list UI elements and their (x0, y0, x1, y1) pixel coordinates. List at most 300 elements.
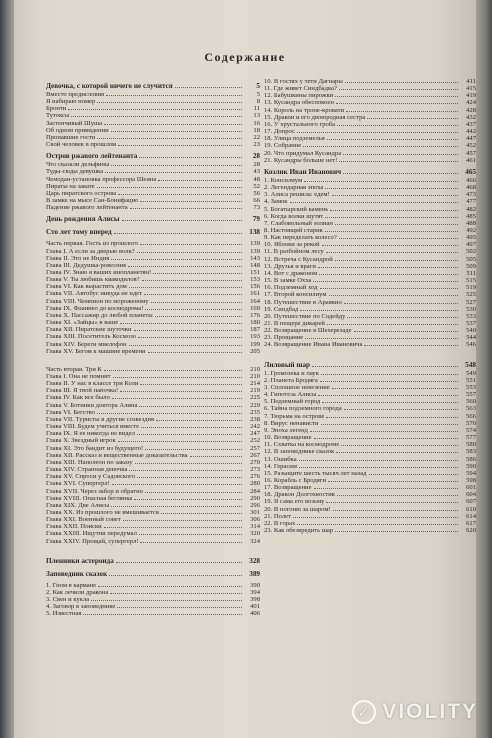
dot-leader (148, 352, 242, 353)
dot-leader (321, 424, 459, 425)
toc-entry (46, 333, 260, 340)
toc-page-number: 447 (466, 135, 476, 143)
toc-entry (264, 277, 476, 284)
toc-entry-title: Пропавшие гости (46, 133, 96, 141)
dot-leader (326, 417, 458, 418)
toc-entry (264, 241, 476, 248)
dot-leader (97, 102, 242, 103)
toc-entry-title: 11. Схватка на космодроме (264, 441, 340, 449)
toc-entry-title: 10. Яблоки за рекой (264, 241, 320, 249)
dot-leader (367, 118, 458, 119)
toc-page-number: 219 (250, 387, 260, 395)
toc-entry-title: Главa II. Это не Индия (46, 254, 110, 262)
dot-leader (83, 614, 242, 615)
dot-leader (320, 288, 458, 289)
toc-page-number: 586 (466, 455, 476, 463)
toc-page-number: 153 (250, 276, 260, 284)
dot-leader (137, 252, 242, 253)
dot-leader (120, 391, 242, 392)
toc-entry (264, 413, 476, 420)
toc-page-number: 465 (465, 167, 476, 176)
toc-entry (46, 488, 260, 495)
toc-entry-title: Главa I. А если за дверью волк? (46, 247, 135, 255)
toc-entry (46, 183, 260, 190)
dot-leader (327, 139, 458, 140)
toc-entry (46, 409, 260, 416)
toc-entry-title: 7. Тюрьма на острове (264, 412, 325, 420)
toc-page-number: 280 (250, 480, 260, 488)
toc-entry (46, 380, 260, 387)
toc-entry (46, 262, 260, 269)
toc-entry-title: Главa XIV. Странная девочка (46, 466, 128, 474)
toc-section (46, 152, 260, 161)
dot-leader (111, 131, 242, 132)
toc-entry-title: 19. Собрание (264, 142, 302, 150)
watermark (352, 700, 478, 724)
toc-entry (264, 177, 476, 184)
dot-leader (120, 323, 242, 324)
toc-page-number: 270 (250, 458, 260, 466)
dot-leader (156, 420, 242, 421)
toc-entry (264, 184, 476, 191)
toc-entry (264, 506, 476, 513)
toc-entry (46, 105, 260, 112)
toc-entry (46, 538, 260, 545)
toc-entry-title: 15. В замке Охха (264, 277, 312, 285)
toc-page-number: 28 (253, 161, 260, 169)
toc-entry (46, 204, 260, 211)
dot-leader (104, 370, 242, 371)
toc-page-number: 176 (250, 311, 260, 319)
toc-entry-title: 21. В пещере дикарей (264, 320, 325, 327)
toc-entry (46, 161, 260, 168)
toc-page-number: 583 (466, 448, 476, 456)
toc-entry-title: 11. В разбойном лесу (264, 248, 324, 256)
toc-entry-title: Свой человек в прошлом (46, 141, 117, 149)
toc-page-number: 432 (466, 113, 476, 121)
dot-leader (312, 366, 458, 367)
toc-page-number: 139 (250, 247, 260, 255)
toc-entry-title: 13. Друзья и враги (264, 262, 316, 270)
toc-column-right (264, 78, 476, 534)
dot-leader (321, 374, 458, 375)
toc-entry-title: 4. Замок (264, 198, 288, 206)
toc-entry-title: Вместо предисловия (46, 91, 105, 98)
toc-section (264, 361, 476, 370)
dot-leader (339, 238, 458, 239)
toc-page-number: 320 (250, 530, 260, 538)
toc-page-number: 16 (253, 119, 260, 127)
dot-leader (332, 195, 458, 196)
toc-entry (46, 459, 260, 466)
toc-page-number: 247 (250, 430, 260, 438)
dot-leader (299, 460, 458, 461)
toc-entry-title: Главa XXIV. Прощай, супергерл! (46, 537, 139, 545)
toc-page-number: 180 (250, 319, 260, 327)
toc-section (46, 228, 260, 237)
dot-leader (369, 474, 458, 475)
toc-entry (264, 327, 476, 334)
toc-entry (264, 377, 476, 384)
toc-entry (264, 384, 476, 391)
dot-leader (138, 337, 242, 338)
dot-leader (129, 287, 242, 288)
toc-entry-title: 19. Я сама его возьму (264, 498, 325, 506)
toc-entry (46, 141, 260, 148)
dot-leader (335, 531, 458, 532)
dot-leader (322, 402, 458, 403)
toc-entry-title: 6. Когда волки шутят (264, 212, 324, 220)
dot-leader (347, 317, 458, 318)
toc-entry (46, 394, 260, 401)
toc-page-number: 620 (466, 527, 476, 535)
watermark-text: VIOLITY (382, 700, 478, 723)
dot-leader (109, 575, 242, 576)
toc-page-number: 389 (249, 569, 260, 578)
toc-page-number: 574 (466, 426, 476, 434)
toc-page-number: 252 (250, 437, 260, 445)
toc-entry-title: 8. Настоящий старик (264, 226, 323, 234)
toc-entry-title: Чемодан-установка профессора Шеина (46, 175, 157, 183)
dot-leader (354, 331, 458, 332)
toc-entry-title: 12. Встреча с Кусандрой (264, 255, 333, 263)
toc-page-number: 66 (253, 197, 260, 205)
dot-leader (344, 303, 458, 304)
toc-entry-title: Главa VI. Бегство (46, 408, 95, 416)
toc-page-number: 23 (253, 141, 260, 149)
toc-page-number: 398 (250, 596, 260, 604)
toc-page-number: 164 (250, 297, 260, 305)
dot-leader (297, 132, 458, 133)
toc-page-number: 210 (250, 365, 260, 373)
toc-page-number: 56 (253, 189, 260, 197)
toc-entry-title: 19. Синдбад (264, 305, 299, 313)
toc-entry-title: 24. Возвращение Ивана Ивановича (264, 341, 363, 349)
toc-entry (264, 99, 476, 106)
toc-entry (46, 168, 260, 175)
toc-entry (46, 98, 260, 105)
toc-entry (46, 589, 260, 596)
toc-page-number: 306 (250, 516, 260, 524)
toc-page-number: 466 (466, 176, 476, 184)
toc-page-number: 590 (466, 462, 476, 470)
toc-entry-title: Главa IV. Как все было (46, 394, 110, 402)
toc-entry-title: 9. Как переделать колесо? (264, 234, 337, 242)
toc-entry (264, 128, 476, 135)
toc-page-number: 604 (466, 491, 476, 499)
toc-entry (264, 427, 476, 434)
toc-entry (264, 398, 476, 405)
toc-entry (46, 255, 260, 262)
toc-entry (46, 176, 260, 183)
toc-entry-title: Тутоксы (46, 112, 70, 120)
toc-page-number: 505 (466, 255, 476, 263)
toc-entry (264, 420, 476, 427)
dot-leader (134, 499, 242, 500)
toc-page-number: 284 (250, 487, 260, 495)
toc-entry-title: Главa XXIII. Ищутни передумал (46, 530, 137, 538)
toc-page-number: 48 (253, 175, 260, 183)
toc-entry (264, 114, 476, 121)
dot-leader (91, 600, 242, 601)
toc-page-number: 314 (250, 523, 260, 531)
toc-entry-title: 1. Громозека и паук (264, 369, 319, 377)
dot-leader (161, 513, 242, 514)
toc-entry-title: 13. Кусандра обеспокоен (264, 99, 334, 107)
dot-leader (335, 224, 458, 225)
toc-entry (264, 107, 476, 114)
dot-leader (104, 124, 242, 125)
toc-entry-title: 17. Второй консилиум (264, 291, 327, 299)
toc-entry (264, 306, 476, 313)
dot-leader (137, 434, 242, 435)
toc-entry-title: Главa XIV. Береги миелофон (46, 340, 127, 348)
toc-entry (46, 298, 260, 305)
toc-entry-title: Главa IX. Флаинео до космодрома! (46, 304, 144, 312)
dot-leader (135, 463, 242, 464)
toc-entry (264, 391, 476, 398)
dot-leader (130, 208, 242, 209)
dot-leader (145, 449, 242, 450)
toc-page-number: 598 (466, 476, 476, 484)
dot-leader (151, 302, 242, 303)
toc-entry-title: Главa X. Звездный игрок (46, 437, 116, 445)
toc-entry (46, 430, 260, 437)
dot-leader (345, 82, 458, 83)
toc-entry-title: 15. Разыщите шесть тысяч лет назад (264, 469, 367, 477)
toc-entry-title: Главa XX. Из прошлого не вмешивается (46, 508, 159, 516)
toc-entry-title: 3. Свен и кукла (46, 596, 90, 604)
toc-entry-title: Главa VII. Туристы в другие созвездия (46, 415, 155, 423)
toc-entry-title: 5. Известная (46, 610, 82, 618)
toc-entry (46, 341, 260, 348)
toc-entry (46, 582, 260, 589)
toc-entry (264, 248, 476, 255)
toc-entry (264, 191, 476, 198)
toc-entry (264, 491, 476, 498)
dot-leader (290, 202, 459, 203)
spacer (46, 355, 260, 363)
toc-entry-title: Главa XVI. Супергерл! (46, 480, 110, 488)
toc-page-number: 225 (250, 394, 260, 402)
toc-section (46, 557, 260, 566)
toc-entry-title: Главa XXI. Военный совет (46, 516, 121, 524)
toc-entry-title: Падение ржавого лейтенанта (46, 204, 128, 212)
toc-entry-title: Пираты на закате (46, 182, 95, 190)
toc-entry (46, 502, 260, 509)
toc-entry-title: Главa III. Дедушка-ровесник (46, 261, 127, 269)
toc-page-number: 79 (252, 215, 260, 224)
toc-page-number: 411 (466, 78, 476, 85)
toc-page-number: 452 (466, 142, 476, 150)
toc-entry-title: Главa IX. Я ее никогда не видел (46, 430, 135, 438)
dot-leader (111, 506, 242, 507)
toc-entry (46, 120, 260, 127)
dot-leader (341, 445, 458, 446)
toc-entry (264, 477, 476, 484)
toc-entry-title: 22. В горах (264, 519, 296, 527)
toc-entry (46, 312, 260, 319)
dot-leader (123, 520, 242, 521)
toc-page-number: 257 (250, 444, 260, 452)
toc-entry (46, 276, 260, 283)
toc-entry-title: Главa XI. «Зайцы» в ваше (46, 319, 119, 327)
toc-entry (264, 299, 476, 306)
toc-page-number: 18 (253, 126, 260, 134)
dot-leader (325, 217, 458, 218)
toc-page-number: 205 (250, 347, 260, 355)
dot-leader (330, 210, 458, 211)
dot-leader (139, 406, 242, 407)
dot-leader (116, 562, 242, 563)
dot-leader (303, 146, 458, 147)
toc-entry (264, 157, 476, 164)
toc-entry (46, 269, 260, 276)
dot-leader (322, 245, 458, 246)
toc-entry (264, 227, 476, 234)
toc-entry-title: Царь пиратского острова (46, 189, 117, 197)
dot-leader (112, 484, 242, 485)
toc-page-number: 537 (466, 320, 476, 327)
dot-leader (318, 267, 458, 268)
toc-entry-title: 16. Корабль с Бродяги (264, 476, 327, 484)
toc-page-number: 156 (250, 283, 260, 291)
toc-page-number: 428 (466, 106, 476, 114)
toc-page-number: 544 (466, 334, 476, 342)
toc-entry-title: Бронти (46, 105, 67, 113)
toc-page-number: 235 (250, 408, 260, 416)
book-page (14, 0, 476, 738)
dot-leader (97, 138, 242, 139)
toc-entry-title: Главa VIII. Будем учиться вместе (46, 423, 139, 431)
toc-entry (46, 509, 260, 516)
toc-page-number: 148 (250, 261, 260, 269)
toc-entry-title: 21. Полет (264, 512, 291, 520)
toc-entry-title: 15. Дракон и его двоюродная сестра (264, 113, 366, 121)
toc-page-number: 551 (466, 376, 476, 384)
toc-entry-title: 20. Путешествие по Содейду (264, 312, 346, 320)
dot-leader (336, 103, 458, 104)
toc-entry-title: Главa VI. Как вырастить дом (46, 283, 127, 291)
toc-entry-title: 23. Прощание (264, 334, 304, 342)
dot-leader (364, 345, 458, 346)
toc-entry (46, 610, 260, 617)
toc-entry (264, 213, 476, 220)
dot-leader (129, 470, 242, 471)
dot-leader (153, 273, 242, 274)
dot-leader (333, 510, 458, 511)
toc-page-number: 468 (466, 184, 476, 192)
toc-page-number: 549 (466, 369, 476, 377)
toc-entry-title: Главa X. Пассажир до любой планеты (46, 311, 153, 319)
dot-leader (71, 116, 242, 117)
toc-entry (46, 445, 260, 452)
toc-entry-title: 23. Как обезвредить шар (264, 527, 334, 535)
toc-entry-title: Главa VII. Автобус никуда не идет (46, 290, 143, 298)
toc-entry (46, 523, 260, 530)
toc-entry-title: 18. Улица подземелья (264, 135, 325, 143)
toc-page-number: 577 (466, 434, 476, 442)
toc-entry-title: Главa XII. Пиратские шуточки (46, 326, 132, 334)
dot-leader (326, 502, 458, 503)
toc-entry-title: 1. Консилиум (264, 176, 303, 184)
toc-page-number: 187 (250, 326, 260, 334)
toc-entry-title: 1. Гном в кармане (46, 581, 97, 589)
toc-entry-title: Главa XIX. Две Алисы (46, 501, 110, 509)
dot-leader (141, 427, 242, 428)
toc-entry-title: Главa XVII. Через забор и обратно (46, 487, 143, 495)
toc-entry (264, 513, 476, 520)
toc-page-number: 502 (466, 248, 476, 256)
toc-page-number: 580 (466, 441, 476, 449)
toc-page-number: 557 (466, 391, 476, 399)
toc-entry-title: В замке на мысе Сан-Бонифацио (46, 197, 139, 205)
toc-entry-title: Козлик Иван Иванович (264, 167, 342, 176)
toc-entry-title: Девочка, с которой ничего не случится (46, 82, 173, 90)
dot-leader (140, 384, 242, 385)
toc-page-number: 509 (466, 262, 476, 270)
toc-entry-title: 6. Тайна подземного города (264, 405, 342, 413)
toc-entry (46, 530, 260, 537)
toc-page-number: 546 (466, 341, 476, 349)
toc-entry (264, 527, 476, 534)
toc-page-number: 610 (466, 505, 476, 513)
toc-entry (264, 470, 476, 477)
toc-entry-title: Главa II. У нас в классе три Коли (46, 380, 139, 388)
toc-entry (264, 291, 476, 298)
toc-entry-title: 20. В погоню за шаром! (264, 505, 331, 513)
toc-page-number: 52 (253, 182, 260, 190)
dot-leader (327, 324, 458, 325)
toc-entry (264, 206, 476, 213)
dot-leader (325, 231, 458, 232)
toc-page-number: 485 (466, 212, 476, 220)
toc-page-number: 473 (466, 191, 476, 199)
toc-entry (46, 305, 260, 312)
toc-entry-title: Остров ржавого лейтенанта (46, 152, 138, 161)
toc-page-number: 324 (250, 537, 260, 545)
toc-entry (46, 326, 260, 333)
toc-page-number: 242 (250, 423, 260, 431)
dot-leader (314, 438, 458, 439)
toc-entry (264, 456, 476, 463)
toc-page-number: 617 (466, 519, 476, 527)
toc-entry (264, 135, 476, 142)
dot-leader (304, 181, 458, 182)
toc-page-number: 495 (466, 234, 476, 242)
toc-page-number: 5 (256, 82, 260, 90)
toc-entry (264, 520, 476, 527)
toc-entry (46, 197, 260, 204)
toc-page-number: 533 (466, 312, 476, 320)
toc-entry-title: 9. Эпоха легенд (264, 426, 309, 434)
toc-entry (46, 190, 260, 197)
dot-leader (343, 173, 458, 174)
dot-leader (329, 295, 458, 296)
toc-part (46, 366, 260, 373)
toc-entry-title: Об одном привидении (46, 126, 109, 134)
toc-page-number: 527 (466, 298, 476, 306)
dot-leader (190, 456, 242, 457)
dot-leader (113, 377, 243, 378)
toc-page-number: 563 (466, 405, 476, 413)
toc-entry (264, 234, 476, 241)
toc-page-number: 273 (250, 466, 260, 474)
toc-entry-title: Часть вторая. Три К (46, 365, 102, 373)
toc-entry-title: 17. Возвращение (264, 484, 312, 492)
dot-leader (155, 316, 242, 317)
toc-entry-title: 18. Дракон Долгохвостик (264, 491, 335, 499)
